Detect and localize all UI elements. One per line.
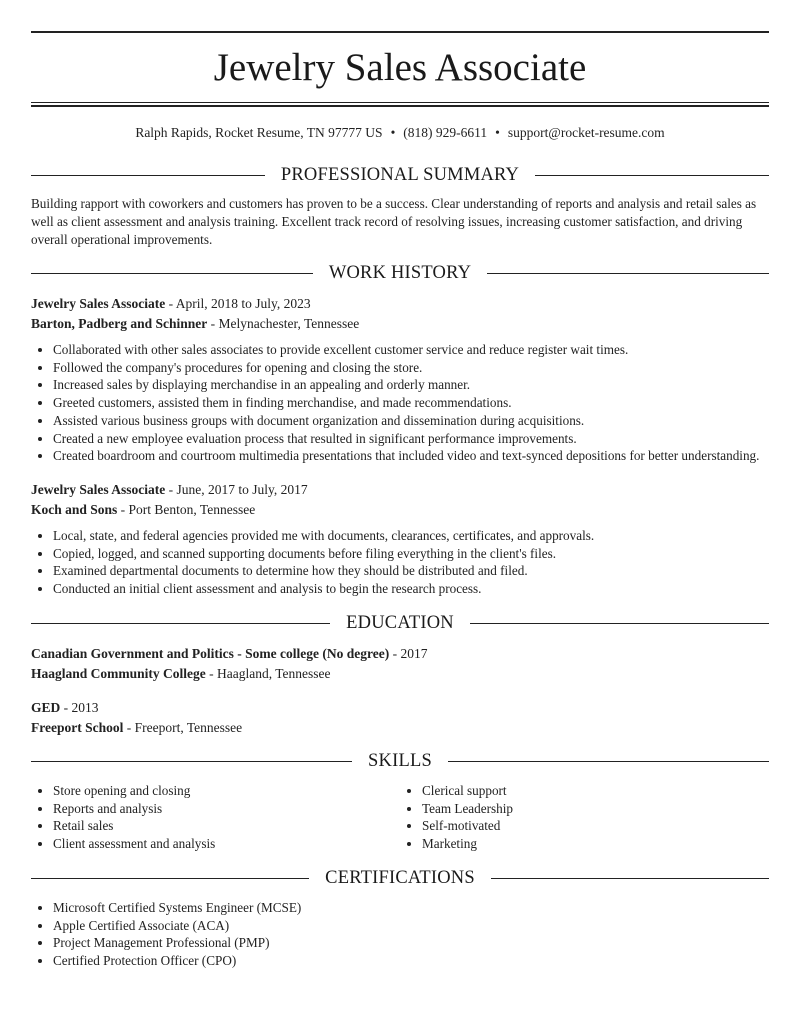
- title-rule-thick: [31, 105, 769, 107]
- section-heading-education: [31, 611, 769, 635]
- job-bullets: [31, 527, 769, 598]
- company: Koch and Sons: [31, 501, 118, 517]
- summary-text: Building rapport with coworkers and customers has proven to be a success. Clear understanding of reports and analysis and retail sales as well as client assessment and analysis training. Excellent track record of resolving issues, increasing customer satisfaction, and driving overall operational improvements.: [31, 196, 757, 247]
- job-entry: [31, 480, 769, 598]
- list-item: • Examined departmental documents to determine how they should be distributed and filed.: [53, 562, 769, 580]
- job-dates: - April, 2018 to July, 2023: [165, 296, 311, 311]
- degree: Canadian Government and Politics - Some college (No degree): [31, 646, 390, 661]
- divider: [31, 623, 330, 624]
- job-dates: - June, 2017 to July, 2017: [165, 482, 308, 497]
- school-location: - Freeport, Tennessee: [123, 719, 243, 735]
- section-heading-summary: [31, 163, 769, 187]
- heading-label: WORK HISTORY: [328, 262, 472, 283]
- phone: (818) 929-6611: [403, 125, 488, 140]
- list-item: • Conducted an initial client assessment and analysis to begin the research process.: [53, 580, 769, 598]
- list-item: • Created a new employee evaluation process that resulted in significant performance improvements.: [53, 430, 769, 448]
- address: Ralph Rapids, Rocket Resume, TN 97777 US: [135, 125, 383, 140]
- skill-item: • Marketing: [422, 835, 769, 853]
- skill-item: • Reports and analysis: [53, 800, 400, 818]
- list-item: • Local, state, and federal agencies provided me with documents, clearances, certificates, and approvals.: [53, 527, 769, 545]
- skills-column-right: [400, 782, 769, 853]
- divider: [31, 175, 265, 176]
- job-bullets: [31, 341, 769, 465]
- job-location: - Port Benton, Tennessee: [117, 501, 256, 517]
- email: support@rocket-resume.com: [507, 125, 665, 140]
- contact-info: [31, 124, 769, 142]
- school: Freeport School: [31, 719, 124, 735]
- skill-item: • Store opening and closing: [53, 782, 400, 800]
- skill-item: • Clerical support: [422, 782, 769, 800]
- list-item: • Assisted various business groups with document organization and dissemination during acquisitions.: [53, 412, 769, 430]
- skill-item: • Client assessment and analysis: [53, 835, 400, 853]
- list-item: • Created boardroom and courtroom multimedia presentations that included video and text-synced depositions for better understanding.: [53, 447, 769, 465]
- skills-column-left: [31, 782, 400, 853]
- list-item: • Copied, logged, and scanned supporting documents before filing everything in the client's files.: [53, 545, 769, 563]
- heading-label: PROFESSIONAL SUMMARY: [280, 164, 520, 185]
- divider: [31, 878, 309, 879]
- title-rule-thin: [31, 102, 769, 103]
- heading-label: EDUCATION: [346, 612, 454, 633]
- skills-list: [31, 782, 769, 853]
- divider: [491, 878, 769, 879]
- certification-item: • Microsoft Certified Systems Engineer (MCSE): [53, 899, 769, 917]
- job-title: Jewelry Sales Associate: [31, 482, 166, 497]
- company: Barton, Padberg and Schinner: [31, 315, 208, 331]
- year: - 2013: [60, 700, 99, 715]
- list-item: • Followed the company's procedures for opening and closing the store.: [53, 359, 769, 377]
- certification-item: • Apple Certified Associate (ACA): [53, 917, 769, 935]
- certifications-list: [31, 899, 769, 970]
- list-item: • Greeted customers, assisted them in finding merchandise, and made recommendations.: [53, 394, 769, 412]
- divider: [31, 761, 352, 762]
- list-item: • Collaborated with other sales associates to provide excellent customer service and reduce register wait times.: [53, 341, 769, 359]
- school: Haagland Community College: [31, 665, 206, 681]
- school-location: - Haagland, Tennessee: [205, 665, 331, 681]
- education-entry: [31, 644, 769, 683]
- divider: [535, 175, 769, 176]
- degree: GED: [31, 700, 61, 715]
- separator: •: [390, 125, 396, 140]
- job-title: Jewelry Sales Associate: [31, 296, 166, 311]
- section-heading-work: [31, 261, 769, 285]
- education-entry: [31, 698, 769, 737]
- divider: [487, 273, 769, 274]
- section-heading-certifications: [31, 866, 769, 890]
- certification-item: • Project Management Professional (PMP): [53, 934, 769, 952]
- heading-label: CERTIFICATIONS: [325, 867, 475, 888]
- year: - 2017: [389, 646, 428, 661]
- resume-title: Jewelry Sales Associate: [213, 46, 587, 89]
- job-location: - Melynachester, Tennessee: [207, 315, 360, 331]
- skill-item: • Team Leadership: [422, 800, 769, 818]
- list-item: • Increased sales by displaying merchandise in an appealing and orderly manner.: [53, 376, 769, 394]
- divider: [31, 273, 313, 274]
- top-rule: [31, 31, 769, 33]
- heading-label: SKILLS: [368, 750, 432, 771]
- divider: [448, 761, 769, 762]
- separator: •: [495, 125, 500, 140]
- skill-item: • Self-motivated: [422, 817, 769, 835]
- section-heading-skills: [31, 749, 769, 773]
- certification-item: • Certified Protection Officer (CPO): [53, 952, 769, 970]
- divider: [470, 623, 769, 624]
- skill-item: • Retail sales: [53, 817, 400, 835]
- job-entry: [31, 294, 769, 465]
